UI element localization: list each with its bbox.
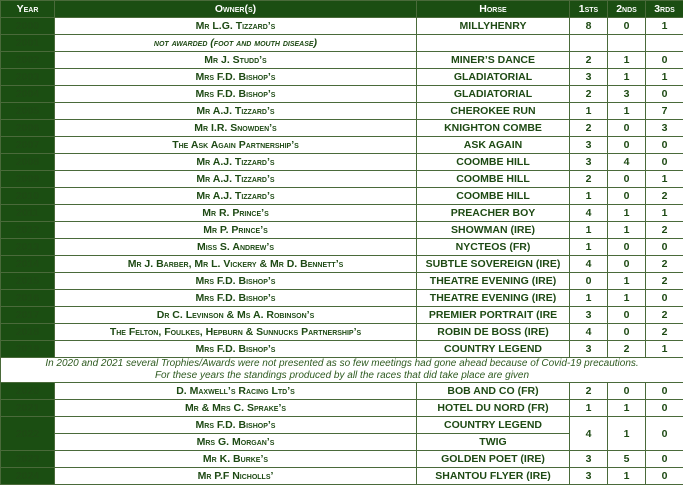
horse-cell: PREACHER BOY <box>417 205 570 222</box>
seconds-cell: 2 <box>608 341 646 358</box>
table-row <box>1 290 683 307</box>
owner-cell: Mr L.G. Tizzard’s <box>55 18 417 35</box>
seconds-cell: 0 <box>608 239 646 256</box>
table-row <box>1 188 683 205</box>
owner-cell: Mrs F.D. Bishop’s <box>55 417 417 434</box>
header-owner: Owner(s) <box>55 1 417 18</box>
thirds-cell: 2 <box>646 307 683 324</box>
owner-cell: Mr A.J. Tizzard’s <box>55 171 417 188</box>
year-cell: 2017 <box>1 307 55 324</box>
thirds-cell: 0 <box>646 239 683 256</box>
seconds-cell: 5 <box>608 451 646 468</box>
year-cell: 2011 <box>1 205 55 222</box>
thirds-cell: 0 <box>646 52 683 69</box>
owner-cell: Mr A.J. Tizzard’s <box>55 103 417 120</box>
covid-notice-line1: In 2020 and 2021 several Trophies/Awards were not presented as so few meetings had gone ahead because of Covid-19 precautions. <box>45 358 639 369</box>
table-row <box>1 103 683 120</box>
table-row <box>1 400 683 417</box>
firsts-cell: 8 <box>570 18 608 35</box>
year-cell: 2015 <box>1 273 55 290</box>
table-row <box>1 468 683 485</box>
firsts-cell: 2 <box>570 171 608 188</box>
horse-cell: THEATRE EVENING (IRE) <box>417 273 570 290</box>
year-cell: 2020 <box>1 383 55 400</box>
table-row <box>1 86 683 103</box>
year-cell: 2006 <box>1 120 55 137</box>
thirds-cell: 0 <box>646 137 683 154</box>
thirds-cell: 2 <box>646 256 683 273</box>
table-body-end <box>1 451 683 485</box>
thirds-cell: 2 <box>646 188 683 205</box>
horse-cell: COUNTRY LEGEND <box>417 341 570 358</box>
firsts-cell <box>570 35 608 52</box>
year-cell: 2008 <box>1 154 55 171</box>
header-thirds: 3rds <box>646 1 683 18</box>
owner-cell: Mrs F.D. Bishop’s <box>55 273 417 290</box>
firsts-cell: 3 <box>570 341 608 358</box>
thirds-cell: 2 <box>646 273 683 290</box>
seconds-cell: 1 <box>608 290 646 307</box>
seconds-cell: 0 <box>608 256 646 273</box>
year-cell: 2000 <box>1 18 55 35</box>
thirds-cell: 0 <box>646 417 683 451</box>
seconds-cell: 1 <box>608 52 646 69</box>
table-row <box>1 154 683 171</box>
firsts-cell: 2 <box>570 383 608 400</box>
firsts-cell: 4 <box>570 417 608 451</box>
owner-cell: Mr A.J. Tizzard’s <box>55 188 417 205</box>
horse-cell <box>417 35 570 52</box>
firsts-cell: 1 <box>570 400 608 417</box>
horse-cell: ASK AGAIN <box>417 137 570 154</box>
header-seconds: 2nds <box>608 1 646 18</box>
horse-cell: NYCTEOS (FR) <box>417 239 570 256</box>
thirds-cell <box>646 35 683 52</box>
horse-cell: ROBIN DE BOSS (IRE) <box>417 324 570 341</box>
horse-cell: THEATRE EVENING (IRE) <box>417 290 570 307</box>
seconds-cell: 1 <box>608 103 646 120</box>
horse-cell: GOLDEN POET (IRE) <box>417 451 570 468</box>
firsts-cell: 1 <box>570 290 608 307</box>
firsts-cell: 3 <box>570 451 608 468</box>
horse-cell: CHEROKEE RUN <box>417 103 570 120</box>
year-cell: 2010 <box>1 188 55 205</box>
seconds-cell: 0 <box>608 171 646 188</box>
table-row <box>1 256 683 273</box>
horse-cell: GLADIATORIAL <box>417 69 570 86</box>
year-cell: 2005 <box>1 103 55 120</box>
table-body-after <box>1 383 683 417</box>
seconds-cell: 1 <box>608 69 646 86</box>
firsts-cell: 3 <box>570 468 608 485</box>
year-cell: 2004 <box>1 86 55 103</box>
table-row <box>1 307 683 324</box>
owner-cell: Mr P.F Nicholls’ <box>55 468 417 485</box>
table-row <box>1 383 683 400</box>
year-cell: 2002 <box>1 52 55 69</box>
horse-cell: BOB AND CO (FR) <box>417 383 570 400</box>
thirds-cell: 0 <box>646 468 683 485</box>
owner-cell: Dr C. Levinson & Ms A. Robinson’s <box>55 307 417 324</box>
thirds-cell: 0 <box>646 451 683 468</box>
horse-cell: MILLYHENRY <box>417 18 570 35</box>
horse-cell: HOTEL DU NORD (FR) <box>417 400 570 417</box>
seconds-cell: 1 <box>608 417 646 451</box>
thirds-cell: 1 <box>646 205 683 222</box>
table-body <box>1 18 683 358</box>
year-cell: 2019 <box>1 341 55 358</box>
firsts-cell: 3 <box>570 137 608 154</box>
owner-cell: Miss S. Andrew’s <box>55 239 417 256</box>
thirds-cell: 1 <box>646 341 683 358</box>
table-row <box>1 52 683 69</box>
owner-cell: Mr J. Barber, Mr L. Vickery & Mr D. Bennett’s <box>55 256 417 273</box>
seconds-cell: 3 <box>608 86 646 103</box>
year-cell: 2014 <box>1 256 55 273</box>
covid-notice-line2: For these years the standings produced by all the races that did take place are given <box>154 370 530 381</box>
thirds-cell: 7 <box>646 103 683 120</box>
firsts-cell: 1 <box>570 239 608 256</box>
firsts-cell: 3 <box>570 154 608 171</box>
thirds-cell: 0 <box>646 86 683 103</box>
owner-cell: Mr & Mrs C. Sprake’s <box>55 400 417 417</box>
header-firsts: 1sts <box>570 1 608 18</box>
seconds-cell: 0 <box>608 18 646 35</box>
horse-cell: COUNTRY LEGEND <box>417 417 570 434</box>
year-cell: 2023 <box>1 451 55 468</box>
table-row <box>1 171 683 188</box>
owner-cell: Mrs F.D. Bishop’s <box>55 290 417 307</box>
horse-cell: GLADIATORIAL <box>417 86 570 103</box>
year-cell: 2003 <box>1 69 55 86</box>
horse-cell: COOMBE HILL <box>417 171 570 188</box>
table-row <box>1 273 683 290</box>
table-row <box>1 69 683 86</box>
covid-notice <box>1 358 683 383</box>
firsts-cell: 4 <box>570 324 608 341</box>
year-cell: 2007 <box>1 137 55 154</box>
thirds-cell: 2 <box>646 324 683 341</box>
thirds-cell: 3 <box>646 120 683 137</box>
owner-cell: Mr K. Burke’s <box>55 451 417 468</box>
thirds-cell: 0 <box>646 290 683 307</box>
table-row <box>1 35 683 52</box>
seconds-cell: 0 <box>608 307 646 324</box>
seconds-cell: 1 <box>608 468 646 485</box>
table-row <box>1 341 683 358</box>
year-cell: 2024 <box>1 468 55 485</box>
header-row <box>1 1 683 18</box>
year-cell: 2021 <box>1 400 55 417</box>
owner-cell: Mr J. Studd’s <box>55 52 417 69</box>
year-cell: 2013 <box>1 239 55 256</box>
horse-cell: KNIGHTON COMBE <box>417 120 570 137</box>
year-cell: 2012 <box>1 222 55 239</box>
thirds-cell: 1 <box>646 171 683 188</box>
seconds-cell: 4 <box>608 154 646 171</box>
table-row <box>1 417 683 434</box>
header-horse: Horse <box>417 1 570 18</box>
table-row <box>1 18 683 35</box>
owner-cell: Mr R. Prince’s <box>55 205 417 222</box>
horse-cell: COOMBE HILL <box>417 154 570 171</box>
firsts-cell: 0 <box>570 273 608 290</box>
horse-cell: COOMBE HILL <box>417 188 570 205</box>
horse-cell: MINER’S DANCE <box>417 52 570 69</box>
table-row <box>1 205 683 222</box>
year-cell: 2018 <box>1 324 55 341</box>
owner-cell: Mr P. Prince’s <box>55 222 417 239</box>
horse-cell: SHOWMAN (IRE) <box>417 222 570 239</box>
horse-cell: SUBTLE SOVEREIGN (IRE) <box>417 256 570 273</box>
owner-cell: Mrs F.D. Bishop’s <box>55 341 417 358</box>
year-cell: 2022 <box>1 417 55 451</box>
seconds-cell: 1 <box>608 400 646 417</box>
table-row <box>1 120 683 137</box>
table-row <box>1 451 683 468</box>
header-year: Year <box>1 1 55 18</box>
seconds-cell: 1 <box>608 222 646 239</box>
thirds-cell: 0 <box>646 383 683 400</box>
year-cell: 2016 <box>1 290 55 307</box>
owner-cell: D. Maxwell’s Racing Ltd’s <box>55 383 417 400</box>
seconds-cell: 0 <box>608 324 646 341</box>
thirds-cell: 2 <box>646 222 683 239</box>
thirds-cell: 0 <box>646 154 683 171</box>
horse-cell: SHANTOU FLYER (IRE) <box>417 468 570 485</box>
seconds-cell: 0 <box>608 120 646 137</box>
year-cell: 2001 <box>1 35 55 52</box>
thirds-cell: 1 <box>646 18 683 35</box>
firsts-cell: 2 <box>570 52 608 69</box>
owner-cell: Mr A.J. Tizzard’s <box>55 154 417 171</box>
table-row <box>1 137 683 154</box>
seconds-cell: 0 <box>608 137 646 154</box>
seconds-cell: 0 <box>608 383 646 400</box>
owner-cell: not awarded (foot and mouth disease) <box>55 35 417 52</box>
firsts-cell: 2 <box>570 120 608 137</box>
thirds-cell: 1 <box>646 69 683 86</box>
owner-cell: Mrs F.D. Bishop’s <box>55 86 417 103</box>
firsts-cell: 3 <box>570 307 608 324</box>
seconds-cell: 0 <box>608 188 646 205</box>
covid-notice-row <box>1 358 683 383</box>
firsts-cell: 3 <box>570 69 608 86</box>
owner-cell: Mrs G. Morgan’s <box>55 434 417 451</box>
table-row <box>1 222 683 239</box>
owner-cell: Mrs F.D. Bishop’s <box>55 69 417 86</box>
thirds-cell: 0 <box>646 400 683 417</box>
horse-cell: TWIG <box>417 434 570 451</box>
firsts-cell: 1 <box>570 188 608 205</box>
table-row <box>1 239 683 256</box>
seconds-cell <box>608 35 646 52</box>
firsts-cell: 4 <box>570 256 608 273</box>
owner-cell: The Felton, Foulkes, Hepburn & Sunnucks Partnership’s <box>55 324 417 341</box>
owner-cell: The Ask Again Partnership’s <box>55 137 417 154</box>
year-cell: 2009 <box>1 171 55 188</box>
seconds-cell: 1 <box>608 273 646 290</box>
horse-cell: PREMIER PORTRAIT (IRE <box>417 307 570 324</box>
firsts-cell: 2 <box>570 86 608 103</box>
firsts-cell: 1 <box>570 103 608 120</box>
firsts-cell: 1 <box>570 222 608 239</box>
table-row <box>1 324 683 341</box>
seconds-cell: 1 <box>608 205 646 222</box>
firsts-cell: 4 <box>570 205 608 222</box>
owner-cell: Mr I.R. Snowden’s <box>55 120 417 137</box>
